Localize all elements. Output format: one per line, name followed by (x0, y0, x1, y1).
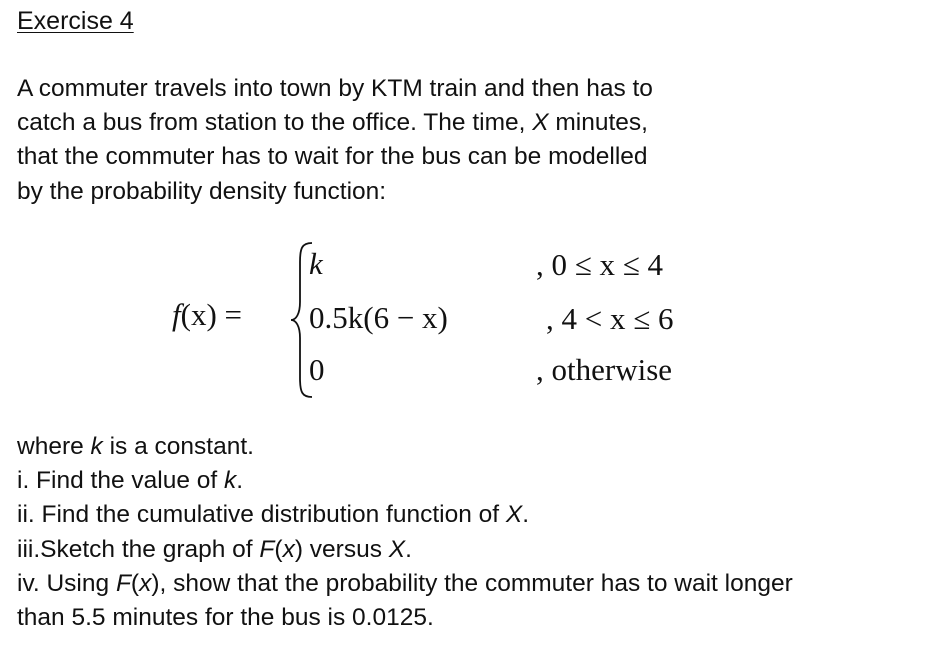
case-expression: 0.5k(6 − x) (309, 300, 448, 335)
statement-line: catch a bus from station to the office. The time, X minutes, (17, 109, 648, 137)
case-condition: , otherwise (536, 352, 673, 387)
statement-line: A commuter travels into town by KTM train and then has to (17, 75, 653, 102)
case-condition: , 4 < x ≤ 6 (546, 301, 674, 336)
formula-lhs: f(x) = (172, 297, 243, 332)
case-condition: , 0 ≤ x ≤ 4 (536, 247, 664, 282)
pdf-formula (0, 236, 929, 406)
constant-note: where k is a constant. (17, 433, 254, 460)
questions-block (17, 430, 922, 635)
case-expression: k (309, 246, 323, 281)
question-item: iii.Sketch the graph of F(x) versus X. (17, 535, 412, 563)
exercise-title: Exercise 4 (17, 7, 134, 35)
statement-line: by the probability density function: (17, 177, 387, 205)
case-expression: 0 (309, 352, 325, 387)
question-item: than 5.5 minutes for the bus is 0.0125. (17, 604, 434, 632)
question-item: i. Find the value of k. (17, 467, 244, 495)
problem-statement (17, 72, 817, 209)
question-item: iv. Using F(x), show that the probability the commuter has to wait longer (17, 569, 793, 597)
question-item: ii. Find the cumulative distribution function of X. (17, 501, 530, 529)
statement-line: that the commuter has to wait for the bus can be modelled (17, 143, 648, 171)
